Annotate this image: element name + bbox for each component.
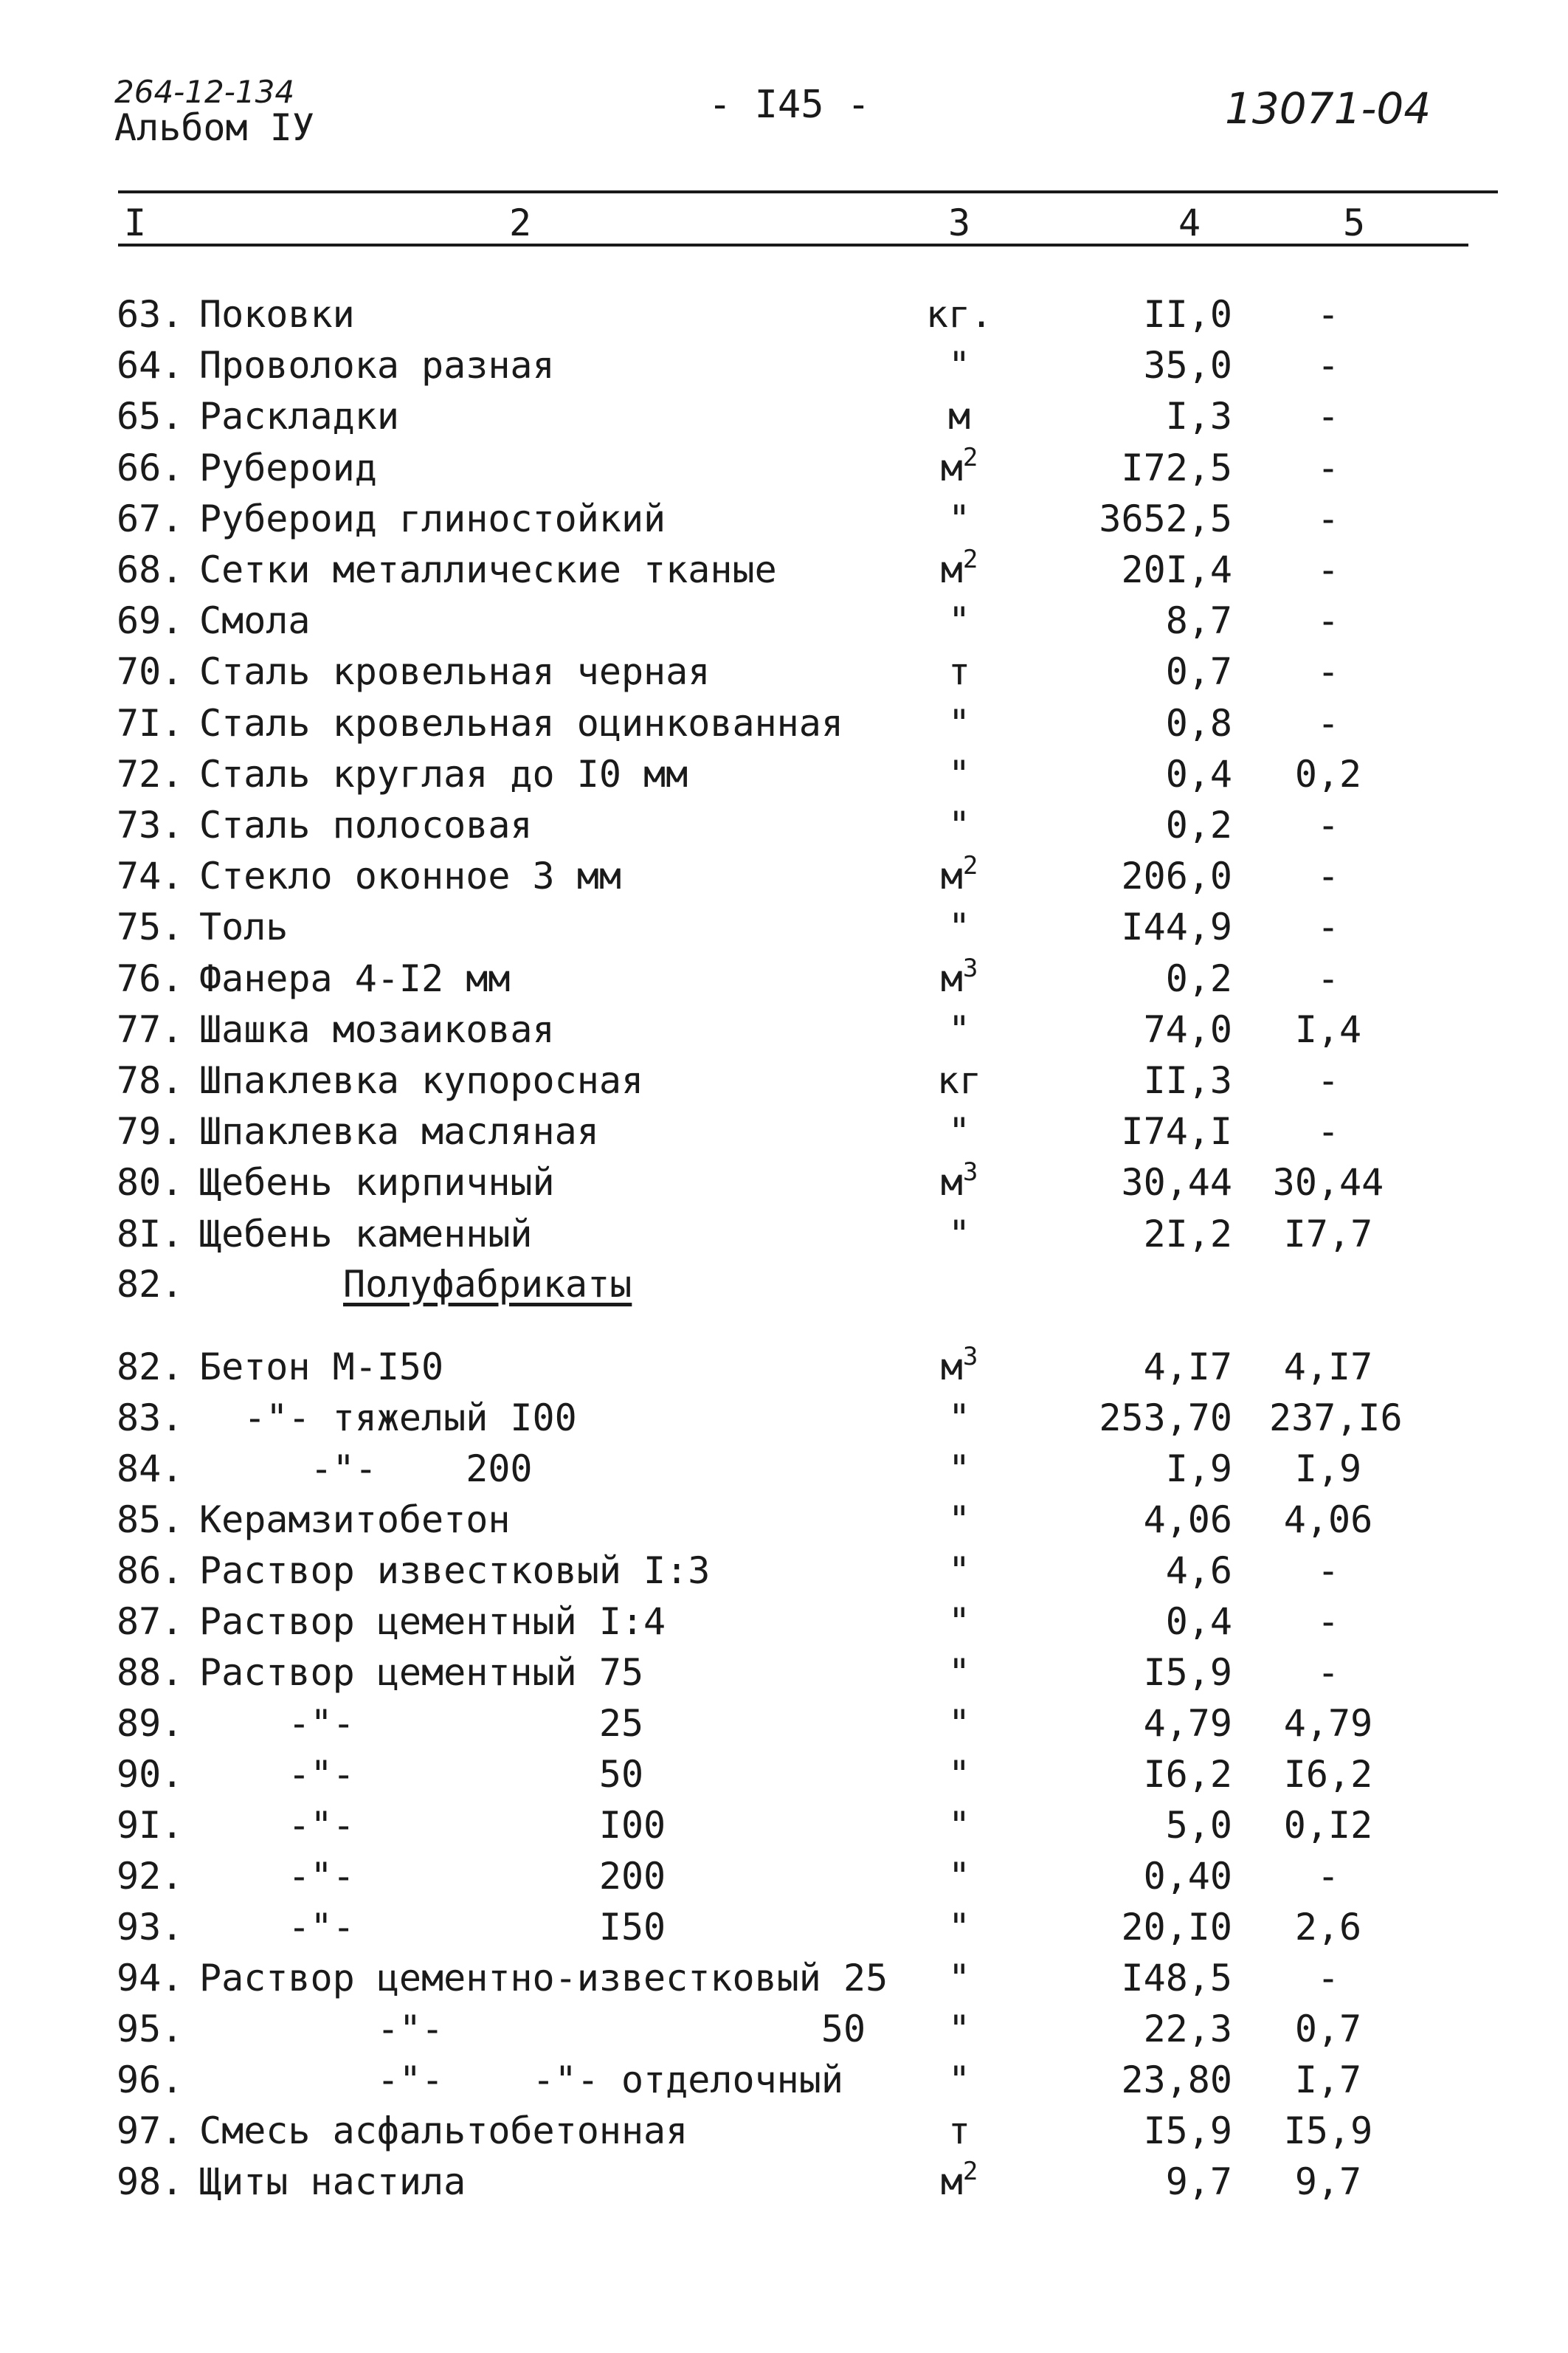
row-number: 66. — [117, 446, 184, 489]
inventory-number: 13071-04 — [1225, 83, 1431, 134]
material-name: Шпаклевка купоросная — [199, 1059, 644, 1102]
material-name: Щебень каменный — [199, 1212, 533, 1255]
quantity-total: 0,7 — [1165, 650, 1232, 694]
quantity-total: I,9 — [1165, 1447, 1232, 1490]
unit-of-measure: " — [947, 1651, 971, 1694]
unit-of-measure: " — [947, 497, 971, 540]
row-number: 95. — [117, 2008, 184, 2050]
material-name: Толь — [199, 906, 289, 949]
quantity-col5: - — [1316, 548, 1340, 591]
material-name: -"- 25 — [199, 1702, 644, 1745]
quantity-total: 4,6 — [1165, 1549, 1232, 1592]
material-name: Смесь асфальтобетонная — [199, 2109, 688, 2152]
unit-of-measure: " — [947, 1600, 971, 1643]
quantity-col5: - — [1316, 855, 1340, 898]
unit-of-measure: м — [947, 395, 971, 438]
quantity-col5: I7,7 — [1283, 1212, 1373, 1255]
unit-exponent: 2 — [962, 2157, 978, 2186]
unit-of-measure: " — [947, 1804, 971, 1847]
quantity-total: I5,9 — [1143, 2109, 1232, 2152]
material-name: -"- 200 — [199, 1855, 666, 1898]
row-number: 92. — [117, 1855, 184, 1898]
quantity-total: 3652,5 — [1099, 497, 1232, 540]
column-header-5: 5 — [1343, 201, 1366, 244]
unit-exponent: 3 — [962, 1157, 978, 1188]
quantity-col5: - — [1316, 650, 1340, 694]
row-number: 7I. — [117, 701, 184, 745]
quantity-col5: - — [1316, 1651, 1340, 1694]
row-number: 64. — [117, 344, 184, 387]
quantity-col5: I,9 — [1294, 1447, 1362, 1490]
quantity-total: 2I,2 — [1143, 1212, 1232, 1255]
quantity-col5: - — [1316, 293, 1340, 336]
row-number: 90. — [117, 1753, 184, 1796]
unit-base: м — [940, 1346, 963, 1388]
row-number: 72. — [117, 752, 184, 796]
unit-of-measure: " — [947, 1447, 971, 1490]
unit-of-measure — [915, 442, 1004, 495]
material-name: Шпаклевка масляная — [199, 1110, 599, 1154]
quantity-col5: I,7 — [1294, 2059, 1362, 2101]
quantity-col5: - — [1316, 906, 1340, 949]
unit-base: м — [940, 855, 963, 898]
quantity-col5: - — [1316, 497, 1340, 540]
unit-of-measure: " — [947, 1549, 971, 1592]
material-name: Фанера 4-I2 мм — [199, 957, 511, 1000]
quantity-total: 4,I7 — [1143, 1346, 1232, 1388]
material-name: -"- 50 — [199, 1753, 644, 1796]
row-number: 73. — [117, 804, 184, 847]
row-number: 96. — [117, 2059, 184, 2101]
quantity-total: 20,I0 — [1121, 1906, 1232, 1949]
unit-of-measure: " — [947, 701, 971, 745]
quantity-col5: I6,2 — [1283, 1753, 1373, 1796]
row-number: 9I. — [117, 1804, 184, 1847]
quantity-col5: 0,2 — [1294, 752, 1362, 796]
quantity-total: 0,4 — [1165, 1600, 1232, 1643]
unit-of-measure: " — [947, 1753, 971, 1796]
unit-of-measure: " — [947, 1007, 971, 1051]
unit-of-measure: " — [947, 344, 971, 387]
quantity-total: 0,4 — [1165, 752, 1232, 796]
row-number: 78. — [117, 1059, 184, 1102]
material-name: Проволока разная — [199, 344, 555, 387]
quantity-total: 9,7 — [1165, 2160, 1232, 2203]
row-number: 86. — [117, 1549, 184, 1592]
quantity-col5: - — [1316, 804, 1340, 847]
row-number: 85. — [117, 1498, 184, 1541]
quantity-total: I72,5 — [1121, 446, 1232, 489]
row-number: 76. — [117, 957, 184, 1000]
quantity-col5: - — [1316, 701, 1340, 745]
quantity-col5: 30,44 — [1272, 1161, 1384, 1205]
unit-exponent: 2 — [962, 851, 978, 881]
quantity-col5: 9,7 — [1294, 2160, 1362, 2203]
unit-of-measure: " — [947, 906, 971, 949]
unit-of-measure: т — [947, 650, 971, 694]
unit-of-measure: " — [947, 1702, 971, 1745]
material-name: -"- тяжелый I00 — [199, 1396, 577, 1439]
unit-base: м — [940, 446, 963, 489]
material-name: Шашка мозаиковая — [199, 1007, 555, 1051]
quantity-total: I44,9 — [1121, 906, 1232, 949]
quantity-col5: 4,06 — [1283, 1498, 1373, 1541]
column-header-2: 2 — [509, 201, 532, 244]
column-header-4: 4 — [1178, 201, 1201, 244]
quantity-total: 8,7 — [1165, 599, 1232, 643]
material-name: Керамзитобетон — [199, 1498, 511, 1541]
material-name: Щиты настила — [199, 2160, 466, 2203]
material-name: Раствор известковый I:3 — [199, 1549, 711, 1592]
quantity-total: I6,2 — [1143, 1753, 1232, 1796]
row-number: 93. — [117, 1906, 184, 1949]
quantity-col5: 2,6 — [1294, 1906, 1362, 1949]
unit-of-measure: " — [947, 1212, 971, 1255]
quantity-total: 35,0 — [1143, 344, 1232, 387]
row-number: 83. — [117, 1396, 184, 1439]
quantity-total: 74,0 — [1143, 1007, 1232, 1051]
quantity-total: 4,79 — [1143, 1702, 1232, 1745]
unit-of-measure: т — [947, 2109, 971, 2152]
unit-of-measure: " — [947, 752, 971, 796]
material-name: -"- I00 — [199, 1804, 666, 1847]
material-name: -"- I50 — [199, 1906, 666, 1949]
quantity-col5: - — [1316, 395, 1340, 438]
quantity-col5: 0,I2 — [1283, 1804, 1373, 1847]
quantity-col5: 4,79 — [1283, 1702, 1373, 1745]
quantity-col5: - — [1316, 957, 1340, 1000]
unit-of-measure — [915, 1342, 1004, 1393]
section-number: 82. — [117, 1263, 184, 1306]
row-number: 74. — [117, 855, 184, 898]
material-name: Сталь кровельная оцинкованная — [199, 701, 843, 745]
row-number: 68. — [117, 548, 184, 591]
material-name: Смола — [199, 599, 311, 643]
unit-base: м — [940, 548, 963, 591]
material-name: Раствор цементно-известковый 25 — [199, 1957, 888, 1999]
unit-base: м — [940, 1161, 963, 1205]
unit-of-measure: " — [947, 804, 971, 847]
quantity-col5: 237,I6 — [1269, 1396, 1403, 1439]
unit-of-measure: " — [947, 1906, 971, 1949]
row-number: 84. — [117, 1447, 184, 1490]
row-number: 69. — [117, 599, 184, 643]
material-name: -"- 50 — [199, 2008, 866, 2050]
unit-of-measure — [915, 953, 1004, 1005]
quantity-total: I5,9 — [1143, 1651, 1232, 1694]
unit-of-measure: " — [947, 599, 971, 643]
quantity-total: 22,3 — [1143, 2008, 1232, 2050]
column-header-1: I — [124, 201, 147, 244]
quantity-col5: - — [1316, 1549, 1340, 1592]
row-number: 89. — [117, 1702, 184, 1745]
unit-of-measure: кг — [936, 1059, 982, 1102]
material-name: Сталь круглая до I0 мм — [199, 752, 688, 796]
unit-of-measure: " — [947, 2059, 971, 2101]
unit-base: м — [940, 957, 963, 1000]
quantity-total: 20I,4 — [1121, 548, 1232, 591]
quantity-total: II,3 — [1143, 1059, 1232, 1102]
material-name: Бетон М-I50 — [199, 1346, 444, 1388]
material-name: Сетки металлические тканые — [199, 548, 777, 591]
header-rule-top — [118, 190, 1498, 193]
quantity-col5: I,4 — [1294, 1007, 1362, 1051]
unit-of-measure: " — [947, 1396, 971, 1439]
material-name: Рубероид — [199, 446, 377, 489]
row-number: 70. — [117, 650, 184, 694]
unit-of-measure: " — [947, 2008, 971, 2050]
quantity-total: 206,0 — [1121, 855, 1232, 898]
material-name: -"- 200 — [199, 1447, 533, 1490]
row-number: 79. — [117, 1110, 184, 1154]
unit-of-measure: " — [947, 1957, 971, 1999]
quantity-col5: - — [1316, 1110, 1340, 1154]
material-name: Сталь кровельная черная — [199, 650, 711, 694]
album-label: Альбом IУ — [114, 106, 314, 149]
unit-of-measure: кг. — [925, 293, 993, 336]
quantity-col5: I5,9 — [1283, 2109, 1373, 2152]
quantity-total: 30,44 — [1121, 1161, 1232, 1205]
unit-exponent: 3 — [962, 1342, 978, 1371]
row-number: 98. — [117, 2160, 184, 2203]
unit-of-measure: " — [947, 1498, 971, 1541]
row-number: 97. — [117, 2109, 184, 2152]
section-title: Полуфабрикаты — [343, 1263, 632, 1306]
unit-base: м — [940, 2160, 963, 2203]
quantity-col5: 4,I7 — [1283, 1346, 1373, 1388]
quantity-total: 0,2 — [1165, 804, 1232, 847]
material-name: Поковки — [199, 293, 355, 336]
quantity-col5: - — [1316, 1600, 1340, 1643]
quantity-col5: - — [1316, 599, 1340, 643]
material-name: -"- -"- отделочный — [199, 2059, 843, 2101]
quantity-col5: - — [1316, 1855, 1340, 1898]
header-rule-bottom — [118, 244, 1468, 247]
quantity-total: I48,5 — [1121, 1957, 1232, 1999]
material-name: Сталь полосовая — [199, 804, 533, 847]
quantity-total: 0,8 — [1165, 701, 1232, 745]
row-number: 75. — [117, 906, 184, 949]
material-name: Раскладки — [199, 395, 399, 438]
quantity-total: 4,06 — [1143, 1498, 1232, 1541]
page-number: - I45 - — [708, 83, 871, 127]
row-number: 67. — [117, 497, 184, 540]
unit-of-measure — [915, 1157, 1004, 1209]
unit-of-measure — [915, 851, 1004, 903]
unit-exponent: 2 — [962, 442, 978, 472]
column-header-3: 3 — [948, 201, 971, 244]
row-number: 80. — [117, 1161, 184, 1205]
row-number: 65. — [117, 395, 184, 438]
material-name: Рубероид глиностойкий — [199, 497, 666, 540]
material-name: Стекло оконное 3 мм — [199, 855, 621, 898]
document-code: 264-12-134 — [114, 74, 295, 110]
quantity-col5: 0,7 — [1294, 2008, 1362, 2050]
quantity-total: 0,40 — [1143, 1855, 1232, 1898]
row-number: 94. — [117, 1957, 184, 1999]
quantity-col5: - — [1316, 1957, 1340, 1999]
material-name: Щебень кирпичный — [199, 1161, 555, 1205]
row-number: 82. — [117, 1346, 184, 1388]
row-number: 77. — [117, 1007, 184, 1051]
row-number: 88. — [117, 1651, 184, 1694]
quantity-total: II,0 — [1143, 293, 1232, 336]
unit-of-measure — [915, 2157, 1004, 2208]
quantity-col5: - — [1316, 1059, 1340, 1102]
quantity-total: I74,I — [1121, 1110, 1232, 1154]
row-number: 8I. — [117, 1212, 184, 1255]
quantity-total: 0,2 — [1165, 957, 1232, 1000]
unit-exponent: 2 — [962, 545, 978, 574]
unit-of-measure: " — [947, 1110, 971, 1154]
quantity-total: I,3 — [1165, 395, 1232, 438]
quantity-total: 23,80 — [1121, 2059, 1232, 2101]
quantity-total: 5,0 — [1165, 1804, 1232, 1847]
quantity-col5: - — [1316, 446, 1340, 489]
row-number: 63. — [117, 293, 184, 336]
material-name: Раствор цементный 75 — [199, 1651, 644, 1694]
unit-of-measure: " — [947, 1855, 971, 1898]
unit-of-measure — [915, 545, 1004, 596]
quantity-col5: - — [1316, 344, 1340, 387]
unit-exponent: 3 — [962, 953, 978, 983]
row-number: 87. — [117, 1600, 184, 1643]
quantity-total: 253,70 — [1099, 1396, 1232, 1439]
material-name: Раствор цементный I:4 — [199, 1600, 666, 1643]
